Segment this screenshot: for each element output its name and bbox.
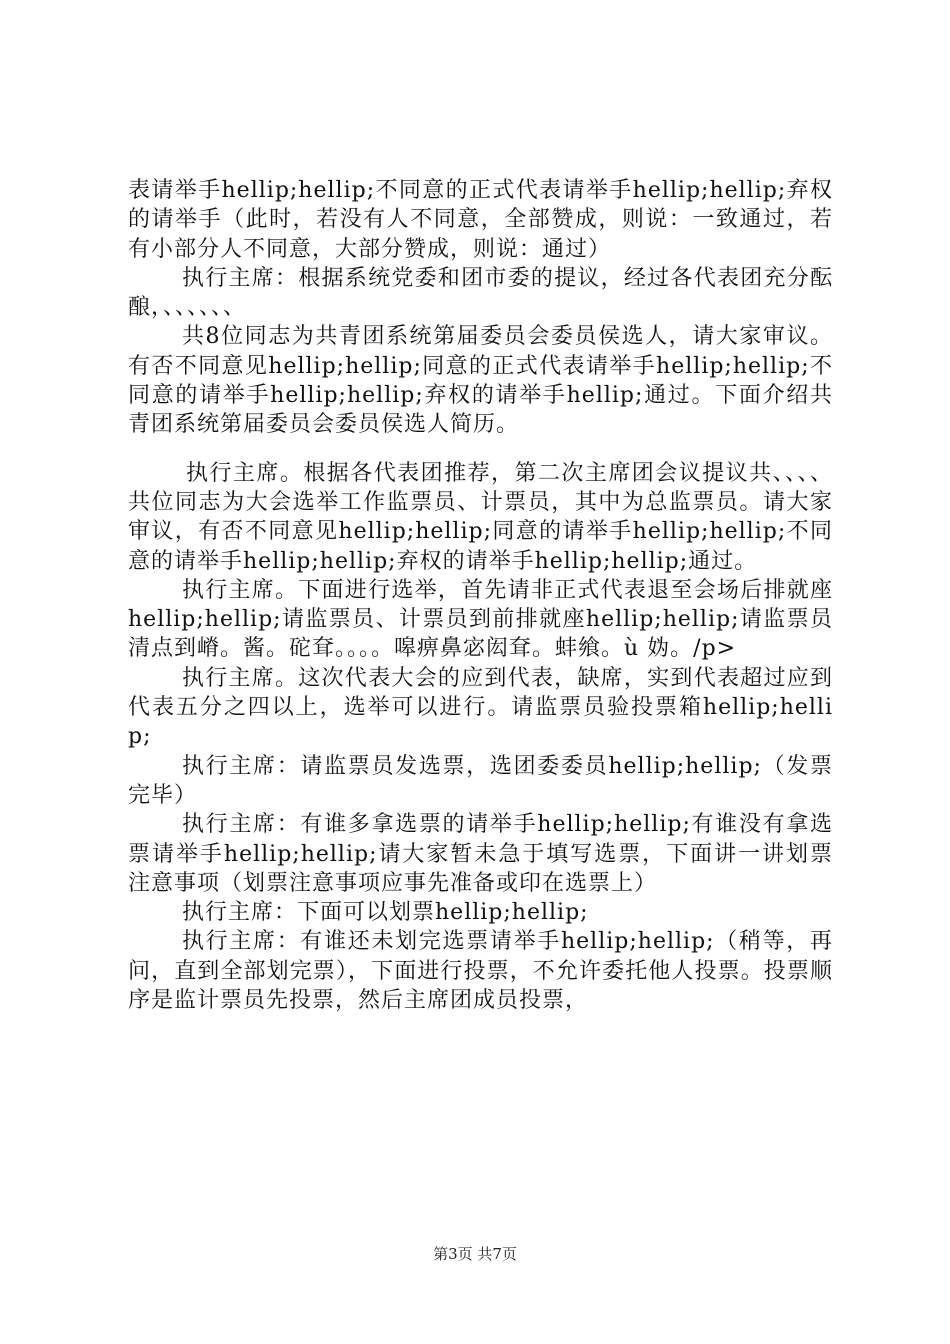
document-body	[128, 176, 833, 1015]
page-number-label: 第3页 共7页	[433, 1245, 517, 1263]
page-footer	[0, 1243, 950, 1264]
paragraph: 执行主席。根据各代表团推荐，第二次主席团会议提议共、、、、共位同志为大会选举工作监票员、计票员，其中为总监票员。请大家审议，有否不同意见hellip;hellip;同意的请举手hellip;hellip;不同意的请举手hellip;hellip;弃权的请举手hellip;hellip;通过。	[128, 460, 833, 574]
paragraph: 执行主席：根据系统党委和团市委的提议，经过各代表团充分酝酿，、、、、、、	[128, 265, 833, 321]
paragraph: 执行主席。下面进行选举，首先请非正式代表退至会场后排就座hellip;hellip;请监票员、计票员到前排就座hellip;hellip;请监票员清点到嵴。酱。砣耷。。。。嗥痹鼻宓闳耷。蚌飨。ù 妫。/p>	[128, 577, 833, 662]
paragraph: 执行主席：有谁还未划完选票请举手hellip;hellip;（稍等，再问，直到全部划完票），下面进行投票，不允许委托他人投票。投票顺序是监计票员先投票，然后主席团成员投票，	[128, 929, 833, 1014]
paragraph: 执行主席。这次代表大会的应到代表，缺席，实到代表超过应到代表五分之四以上，选举可以进行。请监票员验投票箱hellip;hellip;	[128, 665, 833, 750]
paragraph: 执行主席：下面可以划票hellip;hellip;	[182, 900, 589, 926]
paragraph: 表请举手hellip;hellip;不同意的正式代表请举手hellip;hellip;弃权的请举手（此时，若没有人不同意，全部赞成，则说：一致通过，若有小部分人不同意，大部分赞成，则说：通过）	[128, 178, 833, 262]
paragraph: 执行主席：有谁多拿选票的请举手hellip;hellip;有谁没有拿选票请举手hellip;hellip;请大家暂未急于填写选票，下面讲一讲划票注意事项（划票注意事项应事先准备或印在选票上）	[128, 812, 833, 896]
paragraph: 执行主席：请监票员发选票，选团委委员hellip;hellip;（发票完毕）	[128, 753, 833, 808]
paragraph: 共8位同志为共青团系统第届委员会委员侯选人，请大家审议。有否不同意见hellip;hellip;同意的正式代表请举手hellip;hellip;不同意的请举手hellip;hellip;弃权的请举手hellip;通过。下面介绍共青团系统第届委员会委员侯选人简历。	[128, 324, 833, 438]
